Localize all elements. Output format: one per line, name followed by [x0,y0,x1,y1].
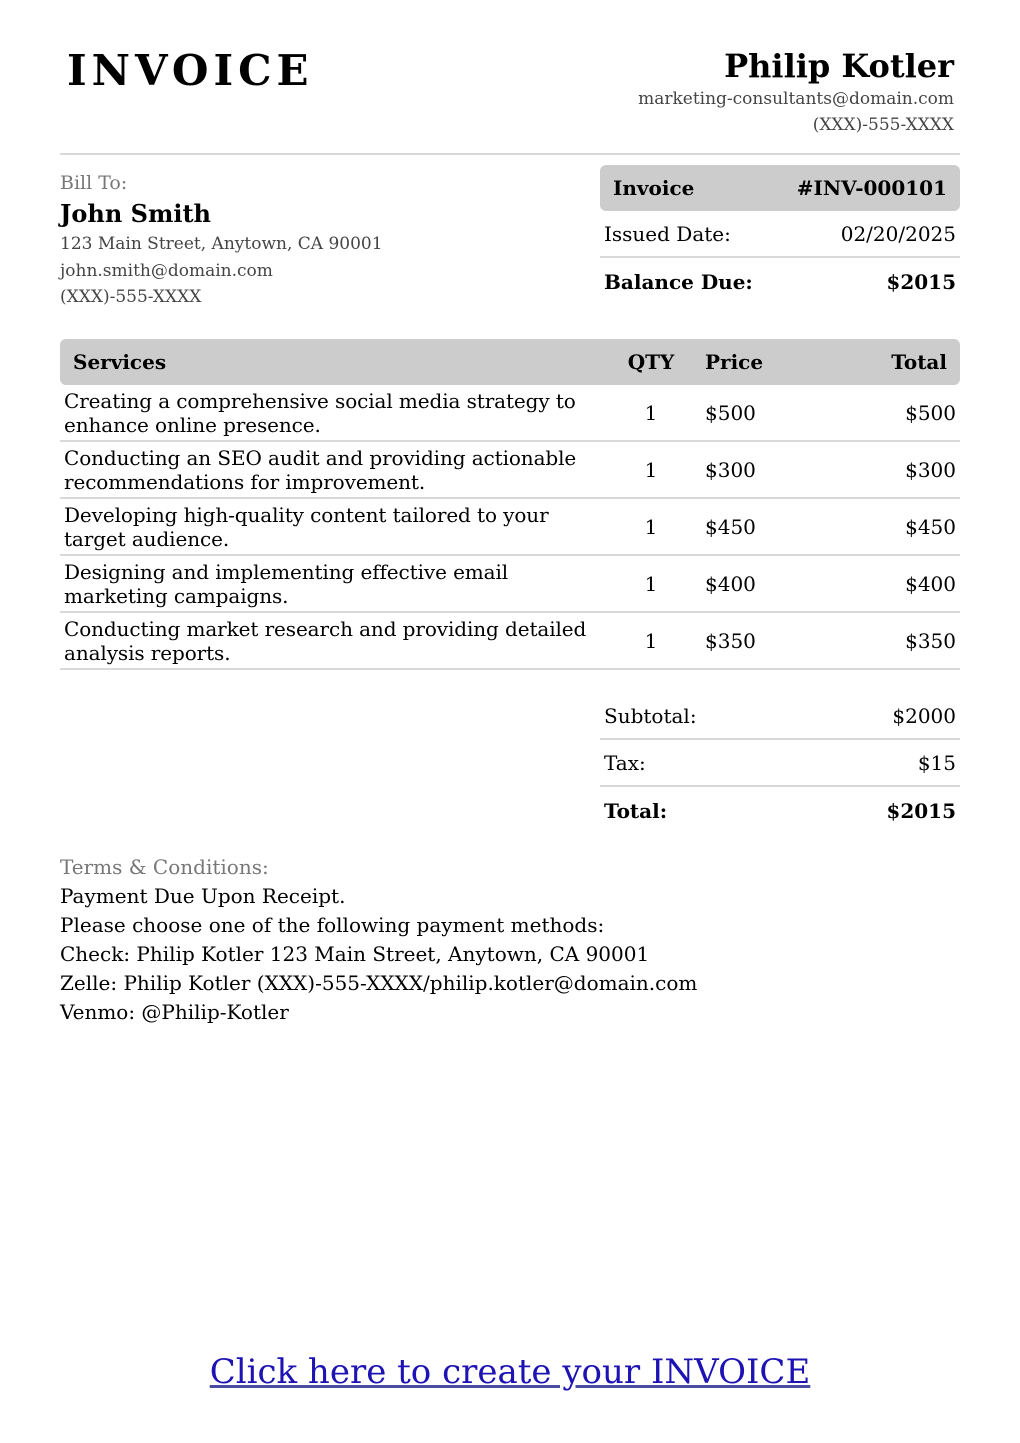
terms-line: Zelle: Philip Kotler (XXX)-555-XXXX/philip.kotler@domain.com [60,971,698,995]
bill-to-label: Bill To: [60,172,128,194]
client-address: 123 Main Street, Anytown, CA 90001 [60,234,383,254]
service-qty: 1 [644,628,658,653]
service-description: Creating a comprehensive social media strategy to enhance online presence. [64,388,576,437]
service-total: $350 [905,628,956,653]
issued-date-row [600,211,960,258]
client-phone: (XXX)-555-XXXX [60,287,202,307]
issued-date-value: 02/20/2025 [840,221,956,246]
services-table-header [60,339,960,385]
sender-phone: (XXX)-555-XXXX [812,115,954,135]
service-total: $300 [905,457,956,482]
column-header-services: Services [73,350,167,374]
service-total: $400 [905,571,956,596]
tax-row [600,740,960,787]
invoice-label: Invoice [613,176,695,200]
table-row [60,613,960,670]
invoice-number-bar [600,165,960,211]
balance-due-value: $2015 [886,269,956,294]
service-description: Designing and implementing effective email marketing campaigns. [64,559,509,608]
invoice-header [60,0,960,155]
table-row [60,442,960,499]
terms-label: Terms & Conditions: [60,855,269,879]
service-qty: 1 [644,457,658,482]
service-description: Developing high-quality content tailored to your target audience. [64,502,549,551]
subtotal-label: Subtotal: [604,703,697,728]
tax-label: Tax: [604,750,646,775]
service-total: $500 [905,400,956,425]
terms-section [60,853,697,1027]
table-row [60,385,960,442]
invoice-number: #INV-000101 [796,176,947,200]
subtotal-row [600,693,960,740]
document-title: INVOICE [67,46,314,95]
column-header-qty: QTY [627,350,675,374]
terms-line: Check: Philip Kotler 123 Main Street, Anytown, CA 90001 [60,942,650,966]
sender-email: marketing-consultants@domain.com [638,89,954,109]
sender-name: Philip Kotler [724,47,954,85]
client-name: John Smith [60,199,211,228]
total-value: $2015 [886,798,956,823]
issued-date-label: Issued Date: [604,221,731,246]
service-total: $450 [905,514,956,539]
service-price: $450 [705,514,756,539]
service-price: $500 [705,400,756,425]
subtotal-value: $2000 [892,703,956,728]
service-qty: 1 [644,571,658,596]
table-row [60,499,960,556]
service-qty: 1 [644,400,658,425]
table-row [60,556,960,613]
total-row [600,787,960,834]
create-invoice-link[interactable]: Click here to create your INVOICE [209,1352,811,1392]
totals-section [600,693,960,834]
client-email: john.smith@domain.com [60,260,273,281]
services-table [60,339,960,670]
service-price: $400 [705,571,756,596]
service-price: $300 [705,457,756,482]
invoice-meta [600,165,960,305]
terms-line: Please choose one of the following payment methods: [60,913,605,937]
total-label: Total: [604,798,668,823]
column-header-total: Total [891,350,947,374]
tax-value: $15 [917,750,956,775]
bill-to-section [60,170,383,311]
service-description: Conducting market research and providing detailed analysis reports. [64,616,587,665]
terms-line: Venmo: @Philip-Kotler [60,1000,289,1024]
balance-due-row [600,258,960,305]
column-header-price: Price [705,350,764,374]
invoice-page [60,0,960,1024]
balance-due-label: Balance Due: [604,269,753,294]
sender-info [638,46,954,138]
service-price: $350 [705,628,756,653]
create-invoice-cta [0,1352,1020,1392]
service-qty: 1 [644,514,658,539]
service-description: Conducting an SEO audit and providing actionable recommendations for improvement. [64,445,577,494]
terms-line: Payment Due Upon Receipt. [60,884,346,908]
